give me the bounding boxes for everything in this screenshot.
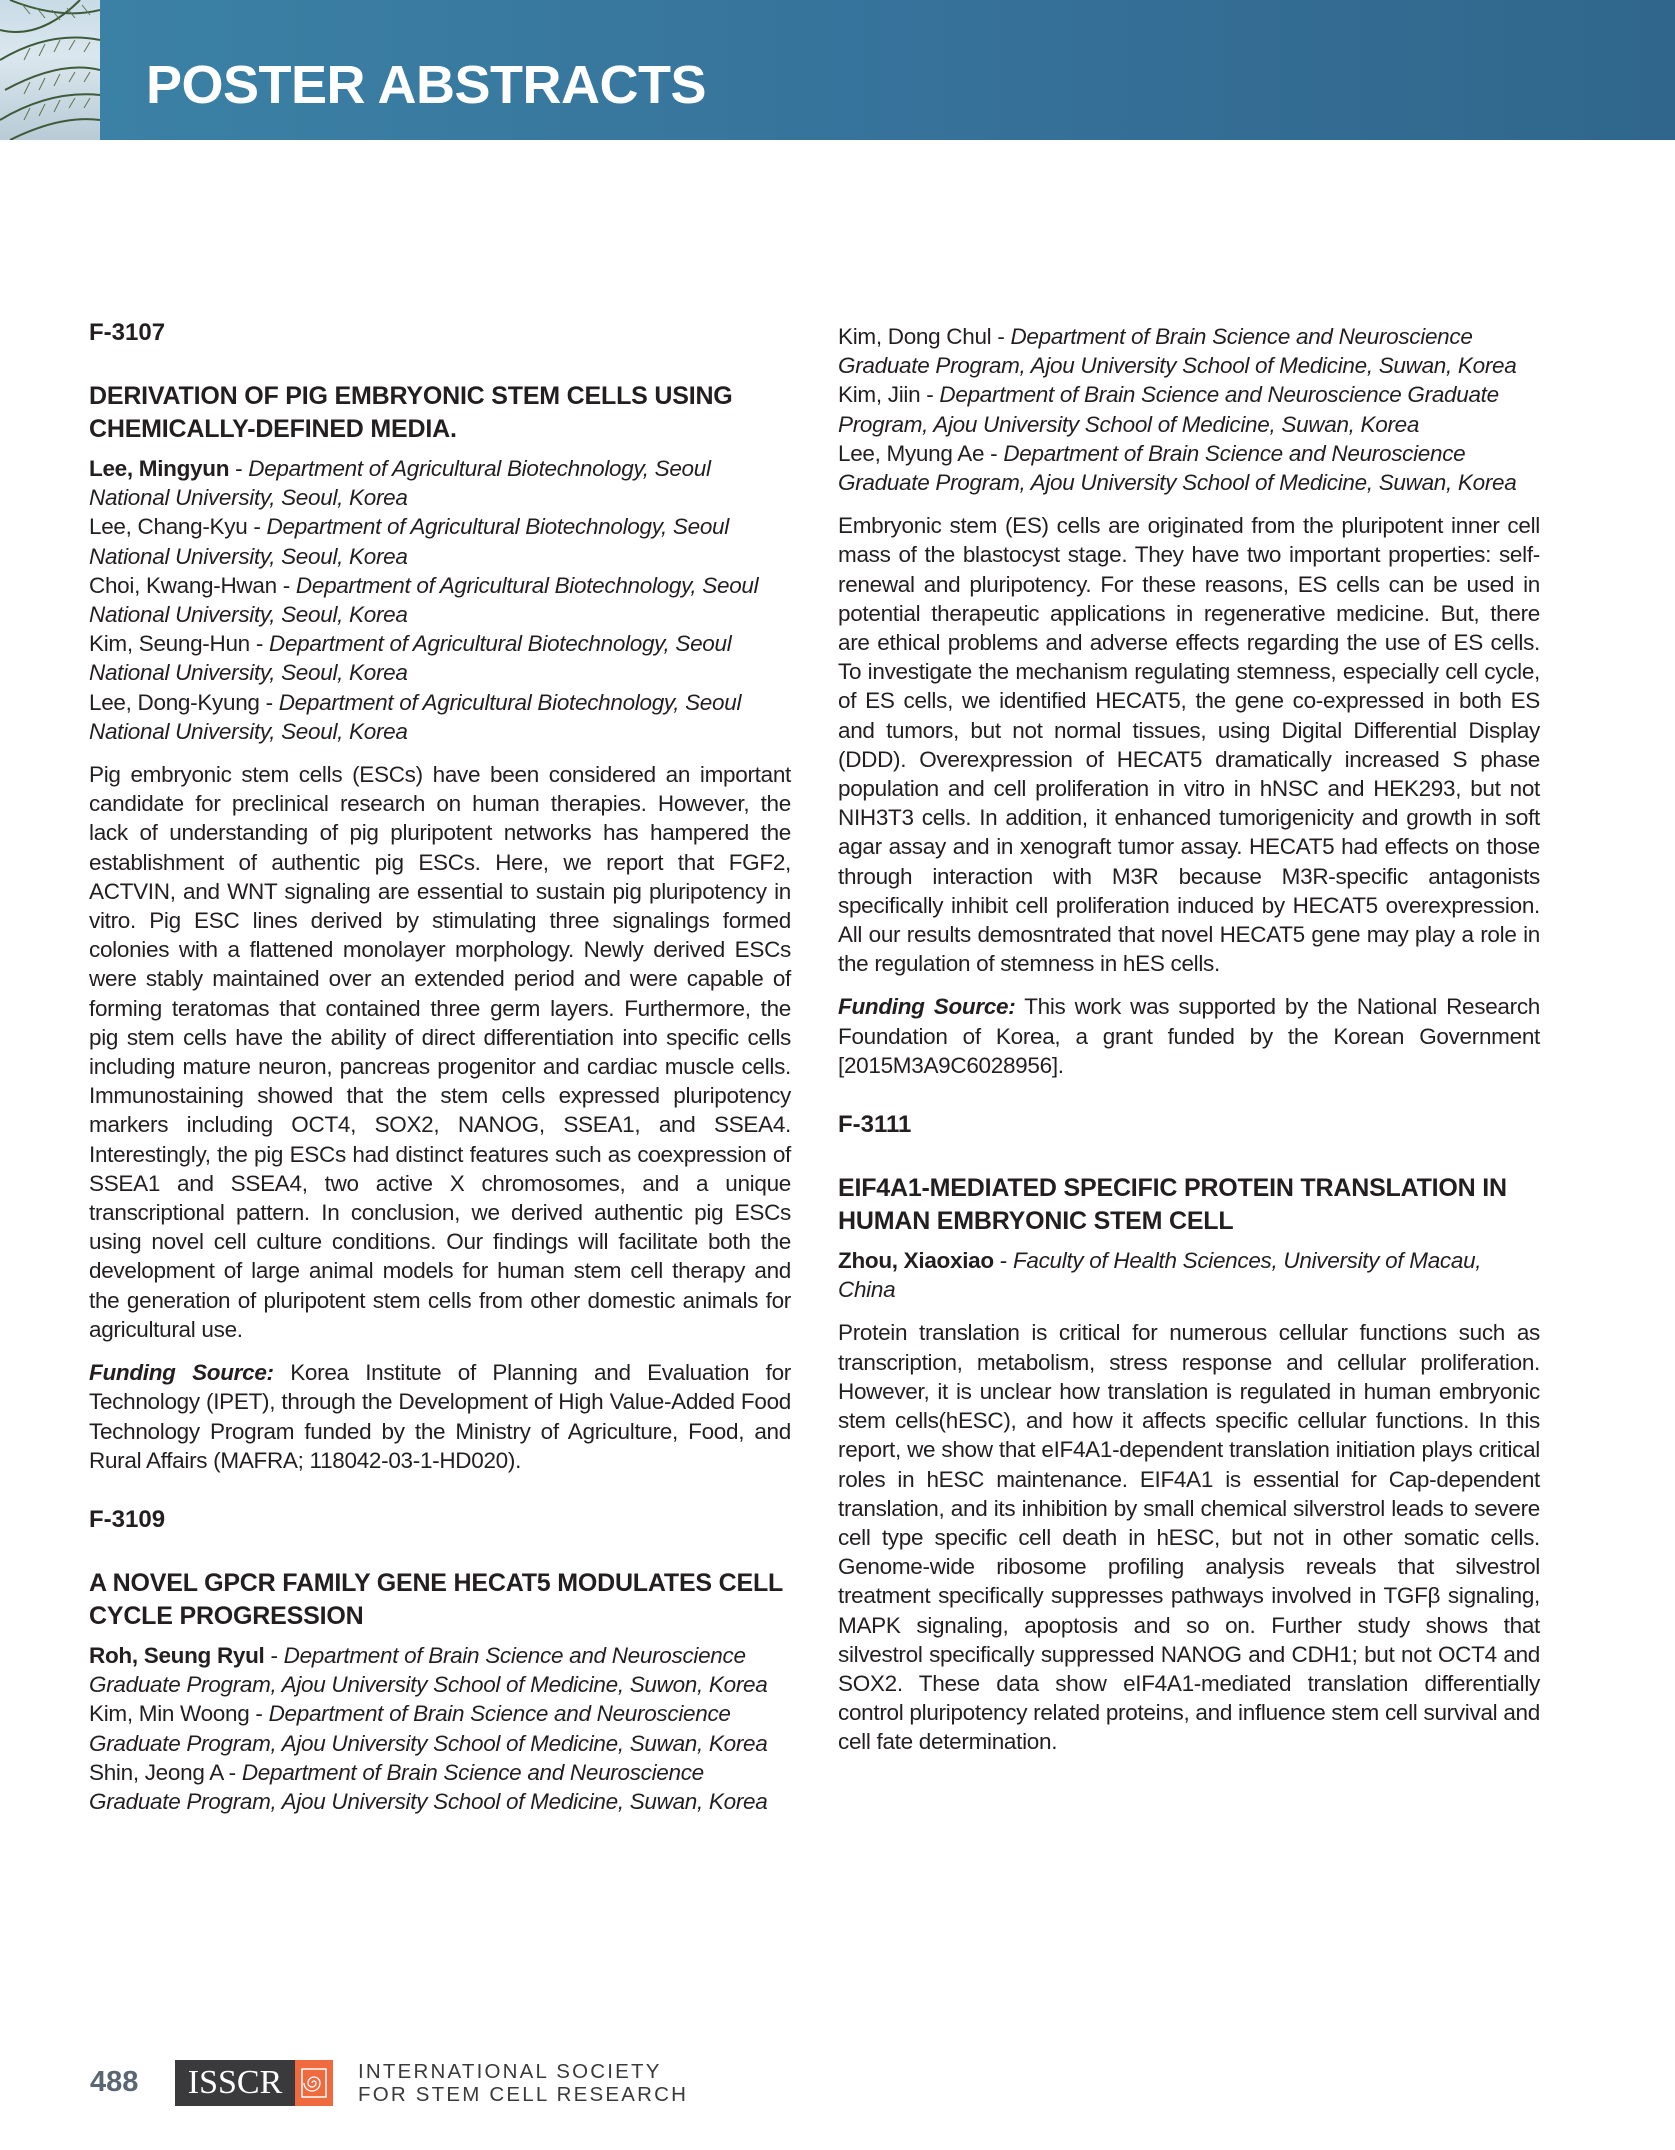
author-separator: - bbox=[247, 514, 267, 540]
abstract-body: Pig embryonic stem cells (ESCs) have been considered an important candidate for preclinical research on human therapies. However, the lack of understanding of pig pluripotent networks has hampered the establishment of authentic pig ESCs. Here, we report that FGF2, ACTVIN, and WNT signaling are essential to sustain pig pluripotency in vitro. Pig ESC lines derived by stimulating three signalings formed colonies with a flattened monolayer morphology. Newly derived ESCs were stably maintained over an extended period and were capable of forming teratomas that contained three germ layers. Furthermore, the pig stem cells have the ability of direct differentiation into specific cells including mature neuron, pancreas progenitor and cardiac muscle cells. Immunostaining showed that the stem cells expressed pluripotency markers including OCT4, SOX2, NANOG, SSEA1, and SSEA4. Interestingly, the pig ESCs had distinct features such as coexpression of SSEA1 and SSEA4, two active X chromosomes, and a unique transcriptional pattern. In conclusion, we derived authentic pig ESCs using novel cell culture conditions. Our findings will facilitate both the development of large animal models for human stem cell therapy and the generation of pluripotent stem cells from other domestic animals for agricultural use. bbox=[89, 762, 791, 1342]
author-affiliation: Department of Agricultural Biotechnology, Seoul National University, Seoul, Korea bbox=[89, 572, 759, 628]
abstract-title: A NOVEL GPCR FAMILY GENE HECAT5 MODULATES CELL CYCLE PROGRESSION bbox=[89, 1568, 783, 1630]
author-separator: - bbox=[993, 1248, 1013, 1274]
palm-tree-image bbox=[0, 0, 100, 140]
abstract-f3109-continued bbox=[838, 322, 1540, 1080]
author-entry bbox=[89, 629, 791, 687]
author-name: Kim, Dong Chul bbox=[838, 324, 992, 349]
isscr-emblem-icon bbox=[295, 2060, 333, 2106]
author-separator: - bbox=[222, 1759, 242, 1785]
author-name: Kim, Min Woong bbox=[89, 1701, 250, 1727]
author-name: Kim, Jiin bbox=[838, 382, 921, 408]
funding-source bbox=[89, 1358, 791, 1475]
page-number: 488 bbox=[90, 2066, 139, 2098]
author-name: Lee, Chang-Kyu bbox=[89, 514, 248, 540]
author-entry bbox=[89, 1641, 791, 1699]
author-affiliation: Department of Brain Science and Neuroscience Graduate Program, Ajou University School of Medicine, Suwan, Korea bbox=[838, 382, 1499, 437]
author-affiliation: Department of Brain Science and Neuroscience Graduate Program, Ajou University School of Medicine, Suwan, Korea bbox=[89, 1701, 768, 1756]
author-entry bbox=[89, 688, 791, 746]
author-separator: - bbox=[991, 324, 1011, 349]
author-name: Shin, Jeong A bbox=[89, 1759, 223, 1785]
abstract-id: F-3109 bbox=[89, 1505, 166, 1533]
org-name-line2: FOR STEM CELL RESEARCH bbox=[358, 2083, 689, 2106]
author-list bbox=[89, 454, 791, 746]
author-separator: - bbox=[276, 572, 296, 598]
author-name: Roh, Seung Ryul bbox=[89, 1642, 265, 1668]
author-entry bbox=[838, 439, 1540, 497]
author-separator: - bbox=[249, 631, 269, 657]
author-separator: - bbox=[259, 689, 279, 715]
author-name: Lee, Myung Ae bbox=[838, 440, 985, 466]
author-affiliation: Department of Brain Science and Neuroscience Graduate Program, Ajou University School of Medicine, Suwan, Korea bbox=[838, 440, 1517, 496]
author-entry bbox=[838, 380, 1540, 438]
funding-label: Funding Source: bbox=[838, 994, 1016, 1020]
author-name: Kim, Seung-Hun bbox=[89, 631, 250, 657]
author-list bbox=[838, 322, 1540, 497]
author-entry bbox=[89, 1699, 791, 1757]
author-list bbox=[838, 1246, 1540, 1304]
left-column bbox=[89, 318, 791, 1830]
funding-label: Funding Source: bbox=[89, 1360, 274, 1386]
author-affiliation: Department of Agricultural Biotechnology, Seoul National University, Seoul, Korea bbox=[89, 631, 732, 686]
author-entry bbox=[89, 571, 791, 629]
author-entry bbox=[89, 1758, 791, 1816]
author-list bbox=[89, 1641, 791, 1816]
author-affiliation: Department of Brain Science and Neuroscience Graduate Program, Ajou University School of Medicine, Suwon, Korea bbox=[89, 1642, 768, 1698]
author-name: Lee, Mingyun bbox=[89, 456, 230, 481]
author-affiliation: Department of Brain Science and Neuroscience Graduate Program, Ajou University School of Medicine, Suwan, Korea bbox=[89, 1759, 768, 1814]
funding-text: Korea Institute of Planning and Evaluation for Technology (IPET), through the Development of High Value-Added Food Technology Program funded by the Ministry of Agriculture, Food, and Rural Affairs (MAFRA; 118042-03-1-HD020). bbox=[89, 1360, 792, 1473]
author-affiliation: Department of Agricultural Biotechnology, Seoul National University, Seoul, Korea bbox=[89, 689, 742, 744]
spiral-emblem-icon bbox=[301, 2068, 327, 2098]
page-title: POSTER ABSTRACTS bbox=[146, 55, 707, 115]
abstract-title: EIF4A1-MEDIATED SPECIFIC PROTEIN TRANSLATION IN HUMAN EMBRYONIC STEM CELL bbox=[838, 1174, 1507, 1236]
isscr-logo: ISSCR bbox=[175, 2060, 295, 2106]
title-banner bbox=[100, 0, 1675, 140]
abstract-title: DERIVATION OF PIG EMBRYONIC STEM CELLS USING CHEMICALLY-DEFINED MEDIA. bbox=[89, 382, 733, 443]
author-entry bbox=[89, 512, 791, 570]
funding-source bbox=[838, 992, 1540, 1080]
author-separator: - bbox=[984, 440, 1004, 466]
palm-leaves-icon bbox=[0, 0, 100, 140]
author-affiliation: Department of Brain Science and Neuroscience Graduate Program, Ajou University School of Medicine, Suwan, Korea bbox=[838, 324, 1517, 379]
abstract-f3107 bbox=[89, 318, 791, 1475]
right-column bbox=[838, 322, 1540, 1771]
org-name bbox=[358, 2060, 688, 2106]
abstract-body: Protein translation is critical for numerous cellular functions such as transcription, metabolism, stress response and cellular proliferation. However, it is unclear how translation is regulated in human embryonic stem cells(hESC), and how it affects specific cellular functions. In this report, we show that eIF4A1-dependent translation initiation plays critical roles in hESC maintenance. EIF4A1 is essential for Cap-dependent translation, and its inhibition by small chemical silverstrol leads to severe cell type specific cell death in hESC, but not in other somatic cells. Genome-wide ribosome profiling analysis reveals that silvestrol treatment specifically suppresses pathways involved in TGFβ signaling, MAPK signaling, apoptosis and so on. Further study shows that silvestrol specifically suppressed NANOG and CDH1; but not OCT4 and SOX2. These data show eIF4A1-mediated translation differentially control pluripotency related proteins, and influence stem cell survival and cell fate determination. bbox=[838, 1320, 1540, 1755]
abstract-f3109 bbox=[89, 1505, 791, 1816]
org-name-line1: INTERNATIONAL SOCIETY bbox=[358, 2060, 662, 2083]
author-name: Zhou, Xiaoxiao bbox=[838, 1248, 994, 1274]
author-separator: - bbox=[264, 1642, 284, 1668]
page-header bbox=[0, 0, 1675, 140]
abstract-f3111 bbox=[838, 1110, 1540, 1756]
author-affiliation: Department of Agricultural Biotechnology, Seoul National University, Seoul, Korea bbox=[89, 456, 711, 511]
author-name: Choi, Kwang-Hwan bbox=[89, 572, 277, 598]
abstract-body: Embryonic stem (ES) cells are originated from the pluripotent inner cell mass of the blastocyst stage. They have two important properties: self-renewal and pluripotency. For these reasons, ES cells can be used in potential therapeutic applications in regenerative medicine. But, there are ethical problems and adverse effects regarding the use of ES cells. To investigate the mechanism regulating stemness, especially cell cycle, of ES cells, we identified HECAT5, the gene co-expressed in both ES and tumors, but not normal tissues, using Digital Differential Display (DDD). Overexpression of HECAT5 dramatically increased S phase population and cell proliferation in vitro in hNSC and HEK293, but not NIH3T3 cells. In addition, it enhanced tumorigenicity and growth in soft agar assay and in xenograft tumor assay. HECAT5 had effects on those through interaction with M3R because M3R-specific antagonists specifically inhibit cell proliferation induced by HECAT5 overexpression. All our results demosntrated that novel HECAT5 gene may play a role in the regulation of stemness in hES cells. bbox=[838, 513, 1540, 977]
author-entry bbox=[838, 322, 1540, 380]
abstract-id: F-3111 bbox=[838, 1111, 912, 1139]
author-affiliation: Department of Agricultural Biotechnology, Seoul National University, Seoul, Korea bbox=[89, 514, 729, 569]
author-entry bbox=[89, 454, 791, 512]
author-name: Lee, Dong-Kyung bbox=[89, 689, 260, 715]
author-separator: - bbox=[249, 1701, 269, 1727]
funding-text: This work was supported by the National Research Foundation of Korea, a grant funded by the Korean Government [2015M3A9C6028956]. bbox=[838, 994, 1540, 1078]
author-separator: - bbox=[229, 456, 249, 481]
abstract-id: F-3107 bbox=[89, 319, 166, 346]
author-separator: - bbox=[920, 382, 940, 408]
author-entry bbox=[838, 1246, 1540, 1304]
author-affiliation: Faculty of Health Sciences, University of Macau, China bbox=[838, 1248, 1482, 1303]
